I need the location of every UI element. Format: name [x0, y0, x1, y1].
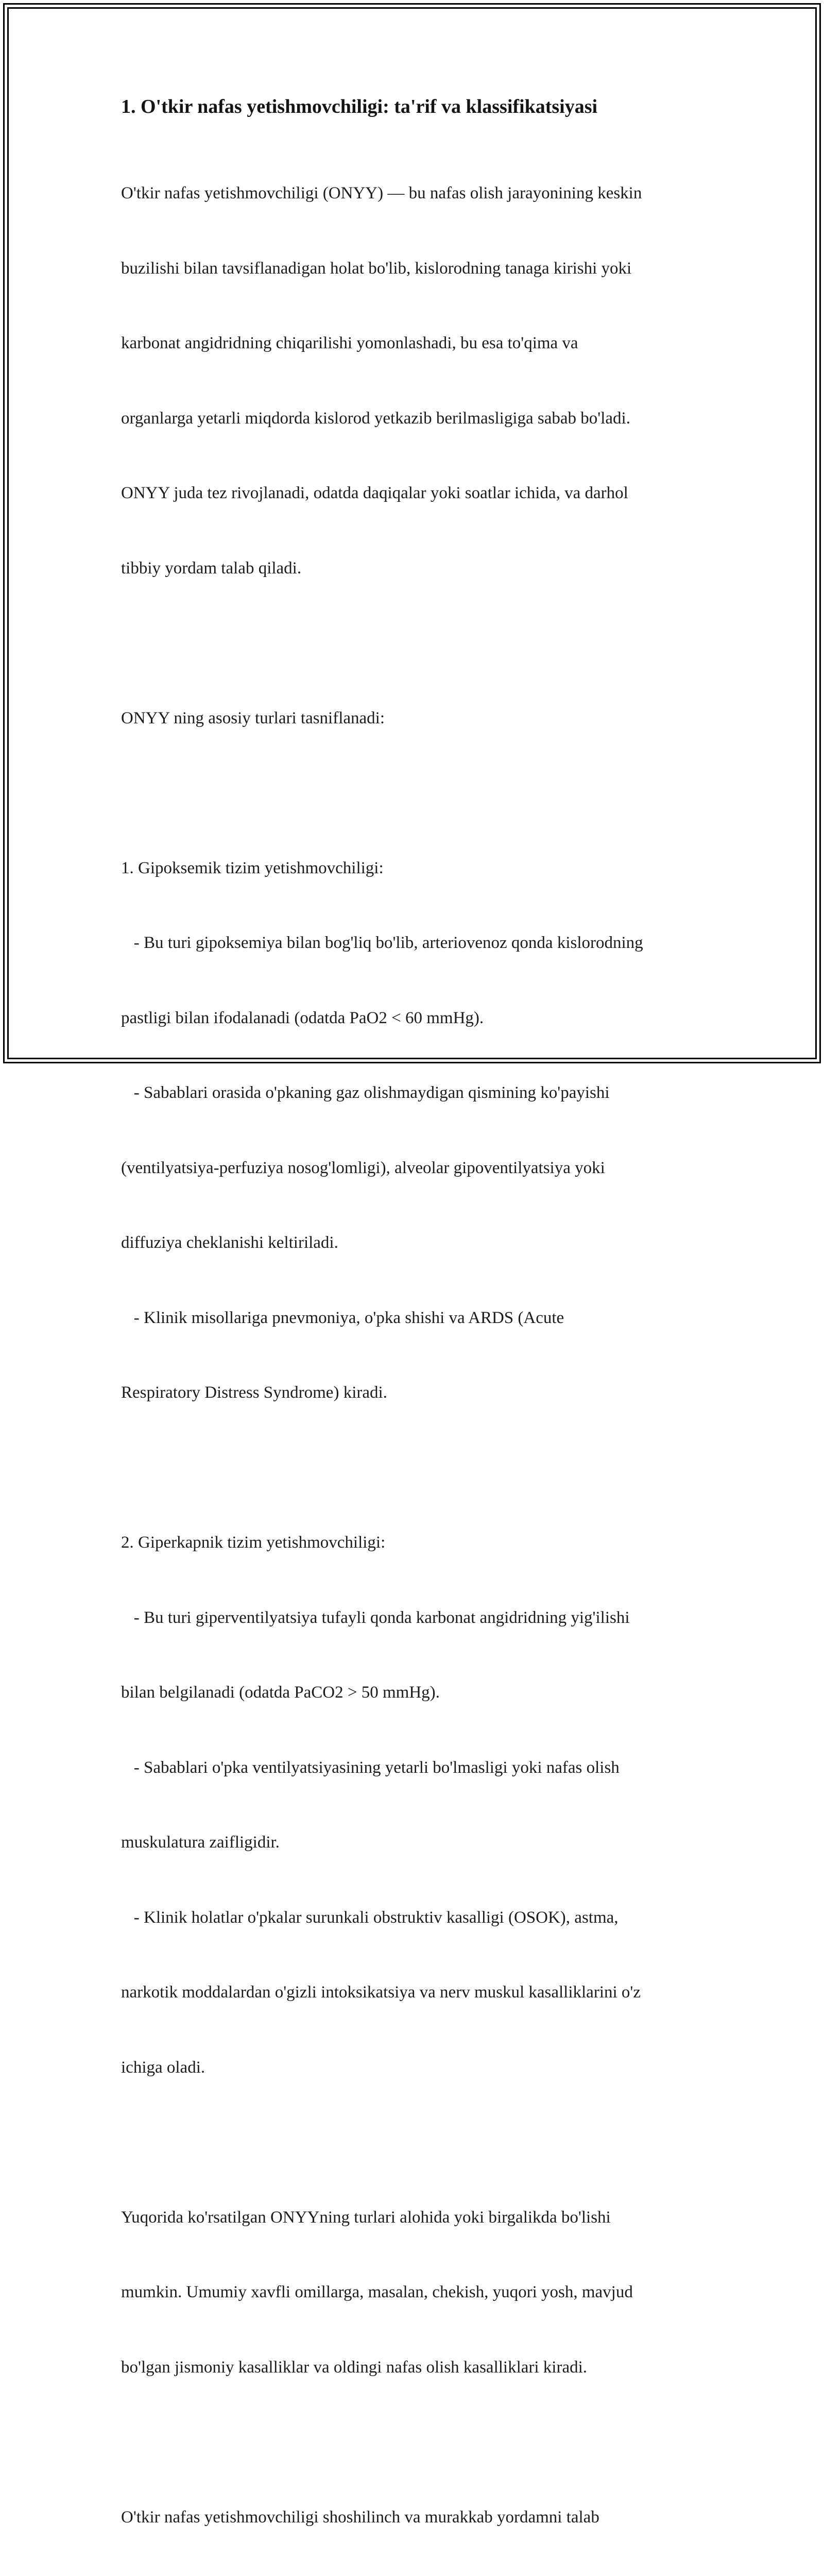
blank-line — [121, 2130, 708, 2155]
list-item-line: - Sabablari orasida o'pkaning gaz olishmaydigan qismining ko'payishi — [121, 1083, 610, 1102]
document-page — [121, 93, 708, 2576]
text-line: Respiratory Distress Syndrome) kiradi. — [121, 1383, 387, 1402]
blank-line — [121, 1455, 708, 1481]
list-item-line: - Klinik misollariga pnevmoniya, o'pka shishi va ARDS (Acute — [121, 1308, 564, 1327]
text-line: Yuqorida ko'rsatilgan ONYYning turlari alohida yoki birgalikda bo'lishi — [121, 2208, 611, 2227]
text-line: karbonat angidridning chiqarilishi yomonlashadi, bu esa to'qima va — [121, 334, 578, 352]
list-item-line: - Klinik holatlar o'pkalar surunkali obstruktiv kasalligi (OSOK), astma, — [121, 1908, 619, 1927]
list-item-line: - Bu turi gipoksemiya bilan bog'liq bo'lib, arteriovenoz qonda kislorodning — [121, 934, 643, 952]
blank-line — [121, 631, 708, 656]
text-line: narkotik moddalardan o'gizli intoksikatsiya va nerv muskul kasalliklarini o'z — [121, 1983, 641, 2002]
text-line: bo'lgan jismoniy kasalliklar va oldingi nafas olish kasalliklari kiradi. — [121, 2358, 588, 2377]
list-heading: 1. Gipoksemik tizim yetishmovchiligi: — [121, 858, 384, 877]
text-line: O'tkir nafas yetishmovchiligi shoshilinch va murakkab yordamni talab — [121, 2507, 599, 2527]
text-line: ONYY juda tez rivojlanadi, odatda daqiqalar yoki soatlar ichida, va darhol — [121, 484, 628, 502]
text-line: buzilishi bilan tavsiflanadigan holat bo'lib, kislorodning tanaga kirishi yoki — [121, 259, 632, 278]
text-line: (ventilyatsiya-perfuziya nosog'lomligi), alveolar gipoventilyatsiya yoki — [121, 1158, 605, 1177]
text-line: bilan belgilanadi (odatda PaCO2 > 50 mmHg). — [121, 1683, 440, 1702]
text-line: O'tkir nafas yetishmovchiligi (ONYY) — bu nafas olish jarayonining keskin — [121, 184, 642, 202]
text-line: ichiga oladi. — [121, 2058, 205, 2077]
list-item-line: - Sabablari o'pka ventilyatsiyasining yetarli bo'lmasligi yoki nafas olish — [121, 1758, 620, 1777]
text-line: pastligi bilan ifodalanadi (odatda PaO2 < 60 mmHg). — [121, 1008, 484, 1027]
list-item-line: - Bu turi giperventilyatsiya tufayli qonda karbonat angidridning yig'ilishi — [121, 1608, 630, 1627]
text-line: tibbiy yordam talab qiladi. — [121, 558, 302, 578]
list-heading: 2. Giperkapnik tizim yetishmovchiligi: — [121, 1533, 386, 1552]
body-text — [121, 131, 708, 2576]
section-heading: 1. O'tkir nafas yetishmovchiligi: ta'rif va klassifikatsiyasi — [121, 96, 598, 117]
text-line: ONYY ning asosiy turlari tasniflanadi: — [121, 708, 385, 727]
text-line: muskulatura zaifligidir. — [121, 1833, 280, 1852]
blank-line — [121, 781, 708, 806]
text-line: mumkin. Umumiy xavfli omillarga, masalan, chekish, yuqori yosh, mavjud — [121, 2283, 633, 2301]
text-line: organlarga yetarli miqdorda kislorod yetkazib berilmasligiga sabab bo'ladi. — [121, 409, 630, 428]
text-line: diffuziya cheklanishi keltiriladi. — [121, 1233, 338, 1252]
blank-line — [121, 2430, 708, 2455]
